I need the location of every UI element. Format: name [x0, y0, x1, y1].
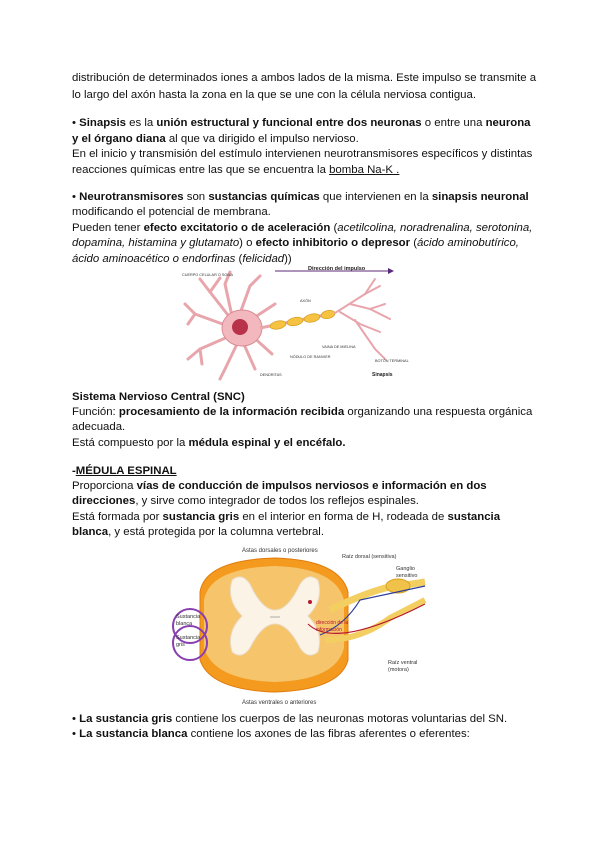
label-raiz-ventral-2: (motora) — [388, 667, 409, 673]
label-astas-ventrales: Astas ventrales o anteriores — [242, 700, 317, 706]
bold-text: unión estructural y funcional entre dos neuronas — [156, 117, 422, 129]
label-astas-dorsales: Astas dorsales o posteriores — [242, 548, 318, 554]
bold-text: médula espinal y el encéfalo. — [188, 437, 346, 449]
italic-text: ácido aminobutírico, — [417, 237, 519, 249]
sinapsis-line-4 — [72, 163, 534, 178]
text: contiene los cuerpos de las neuronas motoras voluntarias del SN. — [172, 713, 508, 725]
medula-heading — [72, 464, 534, 479]
medula-line-3 — [72, 510, 534, 525]
bullet: • — [72, 728, 80, 740]
bullet-gris — [72, 712, 534, 727]
snc-line-3 — [72, 436, 534, 451]
label-direccion: dirección de la — [316, 620, 349, 626]
term-neurotransmisores: Neurotransmisores — [79, 191, 184, 203]
myelin-sheath — [269, 309, 335, 330]
bold-text: sustancia — [447, 511, 501, 523]
bullet: • — [72, 191, 80, 203]
bold-text: procesamiento de la información recibida — [118, 406, 345, 418]
intro-line-1: distribución de determinados iones a ambos lados de la misma. Este impulso se transmite a — [72, 72, 537, 84]
label-soma: CUERPO CELULAR O SOMA — [182, 273, 234, 277]
text: son — [183, 191, 209, 203]
bold-text: vías de conducción de impulsos nerviosos e información en dos — [136, 480, 487, 492]
label-gris: Sustancia — [176, 635, 201, 641]
label-raiz-dorsal: Raíz dorsal (sensitiva) — [342, 554, 397, 560]
text: Pueden tener — [72, 222, 144, 234]
label-blanca-2: blanca — [176, 621, 193, 627]
text: ( — [235, 253, 243, 265]
label-direccion-2: información — [316, 627, 342, 633]
nucleus — [232, 319, 248, 335]
label-dendritas: DENDRITAS — [260, 373, 282, 377]
label-nodulo: NÓDULO DE RANVIER — [290, 355, 331, 359]
text: Proporciona — [72, 480, 137, 492]
underlined-text: bomba Na-K . — [329, 164, 400, 176]
bold-text: efecto inhibitorio o depresor — [255, 237, 411, 249]
text: al que va dirigido el impulso nervioso. — [165, 133, 359, 145]
heading-text: MÉDULA ESPINAL — [75, 465, 177, 477]
snc-line-2: adecuada. — [72, 421, 126, 433]
italic-text: felicidad — [242, 253, 285, 265]
label-gris-2: gris — [176, 642, 185, 648]
medula-line-2 — [72, 494, 534, 509]
text: )) — [284, 253, 292, 265]
sensory-ganglion — [386, 579, 410, 593]
neuro-line-2: modificando el potencial de membrana. — [72, 206, 271, 218]
text: es la — [126, 117, 157, 129]
bold-text: Sistema Nervioso Central (SNC) — [72, 391, 245, 403]
bullet-blanca — [72, 727, 534, 742]
spinal-cord-diagram — [170, 540, 432, 708]
medula-line-1 — [72, 479, 534, 494]
label-raiz-ventral: Raíz ventral — [388, 660, 418, 666]
italic-text: dopamina, histamina y glutamato — [72, 237, 240, 249]
impulse-label: Dirección del impulso — [308, 266, 366, 272]
text: Función: — [72, 406, 119, 418]
neuro-line-3 — [72, 221, 534, 236]
text: organizando una respuesta orgánica — [344, 406, 533, 418]
bold-text: La sustancia gris — [79, 713, 173, 725]
text: contiene los axones de las fibras aferentes o eferentes: — [187, 728, 470, 740]
label-sinapsis: Sinapsis — [372, 372, 393, 378]
sinapsis-line-2 — [72, 132, 534, 147]
neuro-line-4 — [72, 236, 534, 251]
neuron-diagram — [180, 264, 409, 384]
bold-text: sustancia gris — [162, 511, 240, 523]
text: ( — [410, 237, 418, 249]
snc-line-1 — [72, 405, 534, 420]
text: ) o — [239, 237, 256, 249]
sinapsis-line-1 — [72, 116, 534, 131]
text: , y sirve como integrador de todos los reflejos espinales. — [135, 495, 419, 507]
bold-text: sustancias químicas — [208, 191, 320, 203]
bold-text: direcciones — [72, 495, 136, 507]
neuro-line-1 — [72, 190, 534, 205]
bold-text: y el órgano diana — [72, 133, 166, 145]
text: en el interior en forma de H, rodeada de — [239, 511, 448, 523]
dash: - — [72, 465, 76, 477]
text: Está formada por — [72, 511, 163, 523]
bold-text: neurona — [485, 117, 531, 129]
label-ganglio-2: sensitivo — [396, 573, 418, 579]
label-boton: BOTÓN TERMINAL — [375, 359, 409, 363]
bullet: • — [72, 117, 80, 129]
text: reacciones químicas entre las que se encuentra la — [72, 164, 330, 176]
snc-title — [72, 390, 534, 405]
label-axon: AXÓN — [300, 299, 311, 303]
bold-text: sinapsis neuronal — [431, 191, 529, 203]
text: Está compuesto por la — [72, 437, 189, 449]
bold-text: blanca — [72, 526, 109, 538]
italic-text: ácido aminoacético o endorfinas — [72, 253, 236, 265]
italic-text: acetilcolina, noradrenalina, serotonina, — [337, 222, 533, 234]
sinapsis-line-3: En el inicio y transmisión del estímulo intervienen neurotransmisores específicos y distintas — [72, 148, 533, 160]
label-blanca: Sustancia — [176, 614, 201, 620]
text: o entre una — [421, 117, 486, 129]
label-ganglio: Ganglio — [396, 566, 415, 572]
medula-line-4 — [72, 525, 534, 540]
bold-text: efecto excitatorio o de aceleración — [143, 222, 331, 234]
intro-line-2: lo largo del axón hasta la zona en la que se une con la célula nerviosa contigua. — [72, 89, 477, 101]
text: que intervienen en la — [319, 191, 432, 203]
bullet: • — [72, 713, 80, 725]
label-vaina: VAINA DE MIELINA — [322, 345, 356, 349]
text: ( — [330, 222, 338, 234]
term-sinapsis: Sinapsis — [79, 117, 127, 129]
text: , y está protegida por la columna vertebral. — [108, 526, 324, 538]
bold-text: La sustancia blanca — [79, 728, 188, 740]
